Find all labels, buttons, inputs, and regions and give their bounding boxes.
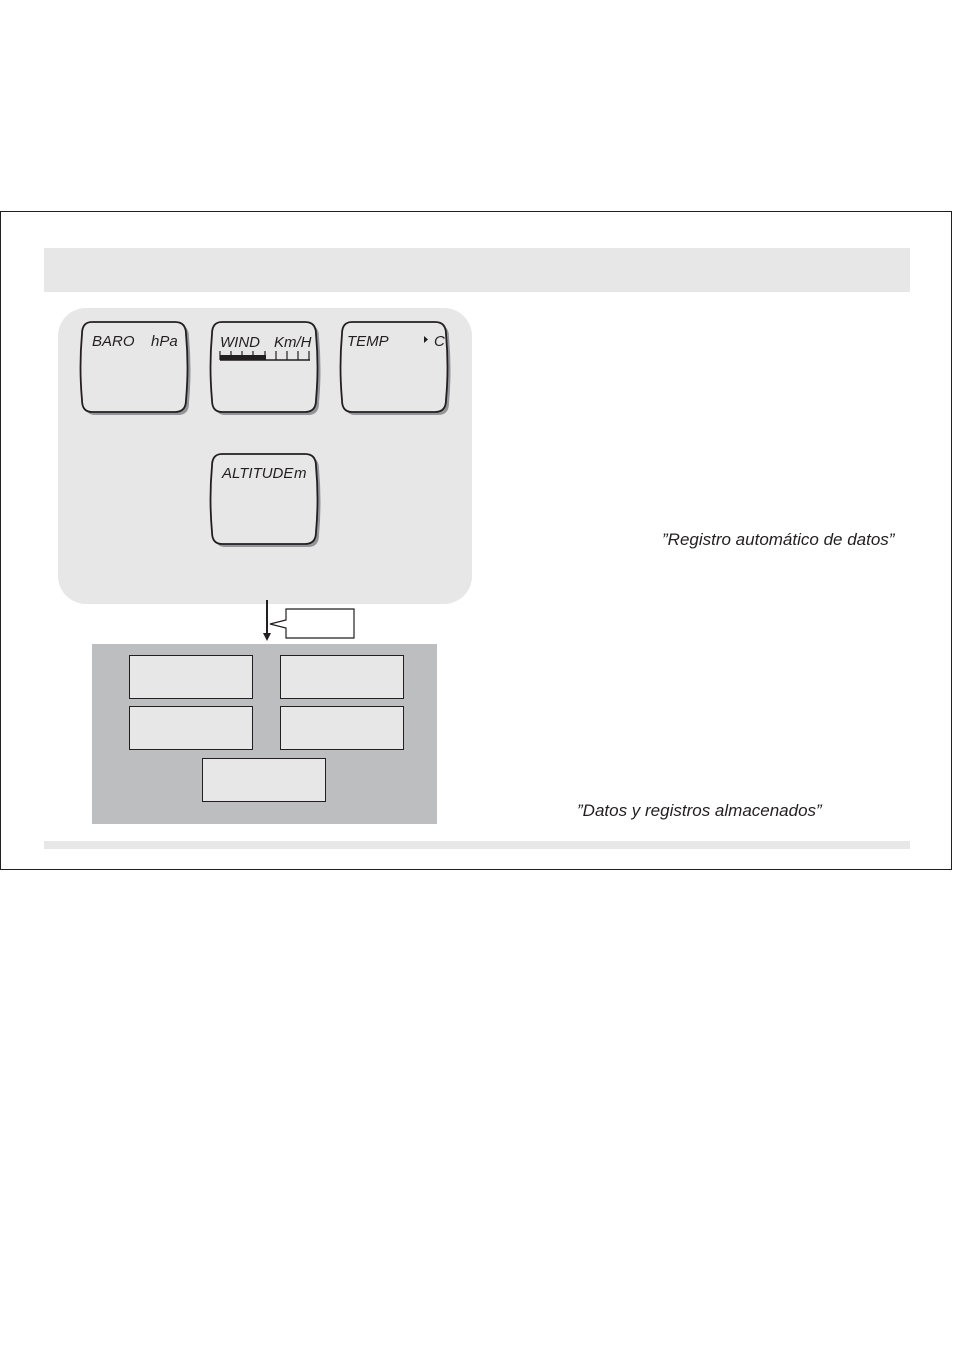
wind-label: WIND bbox=[220, 334, 260, 351]
temp-label: TEMP bbox=[347, 333, 389, 350]
storage-slot-2 bbox=[280, 655, 404, 699]
footer-band bbox=[44, 841, 910, 849]
storage-slot-3 bbox=[129, 706, 253, 750]
stored-data-caption: ”Datos y registros almacenados” bbox=[577, 801, 822, 820]
baro-label: BARO bbox=[92, 333, 135, 350]
altitude-label: ALTITUDE bbox=[222, 465, 294, 482]
storage-slot-1 bbox=[129, 655, 253, 699]
arrow-stem bbox=[266, 600, 268, 634]
storage-block bbox=[92, 644, 437, 824]
altitude-unit: m bbox=[294, 465, 307, 482]
wind-unit: Km/H bbox=[274, 334, 312, 351]
storage-slot-5 bbox=[202, 758, 326, 802]
storage-slot-4 bbox=[280, 706, 404, 750]
baro-unit: hPa bbox=[151, 333, 178, 350]
arrow-head-icon bbox=[263, 633, 271, 641]
temp-unit: C bbox=[434, 333, 445, 350]
auto-log-caption: ”Registro automático de datos” bbox=[662, 530, 895, 549]
callout-tag bbox=[270, 609, 354, 638]
